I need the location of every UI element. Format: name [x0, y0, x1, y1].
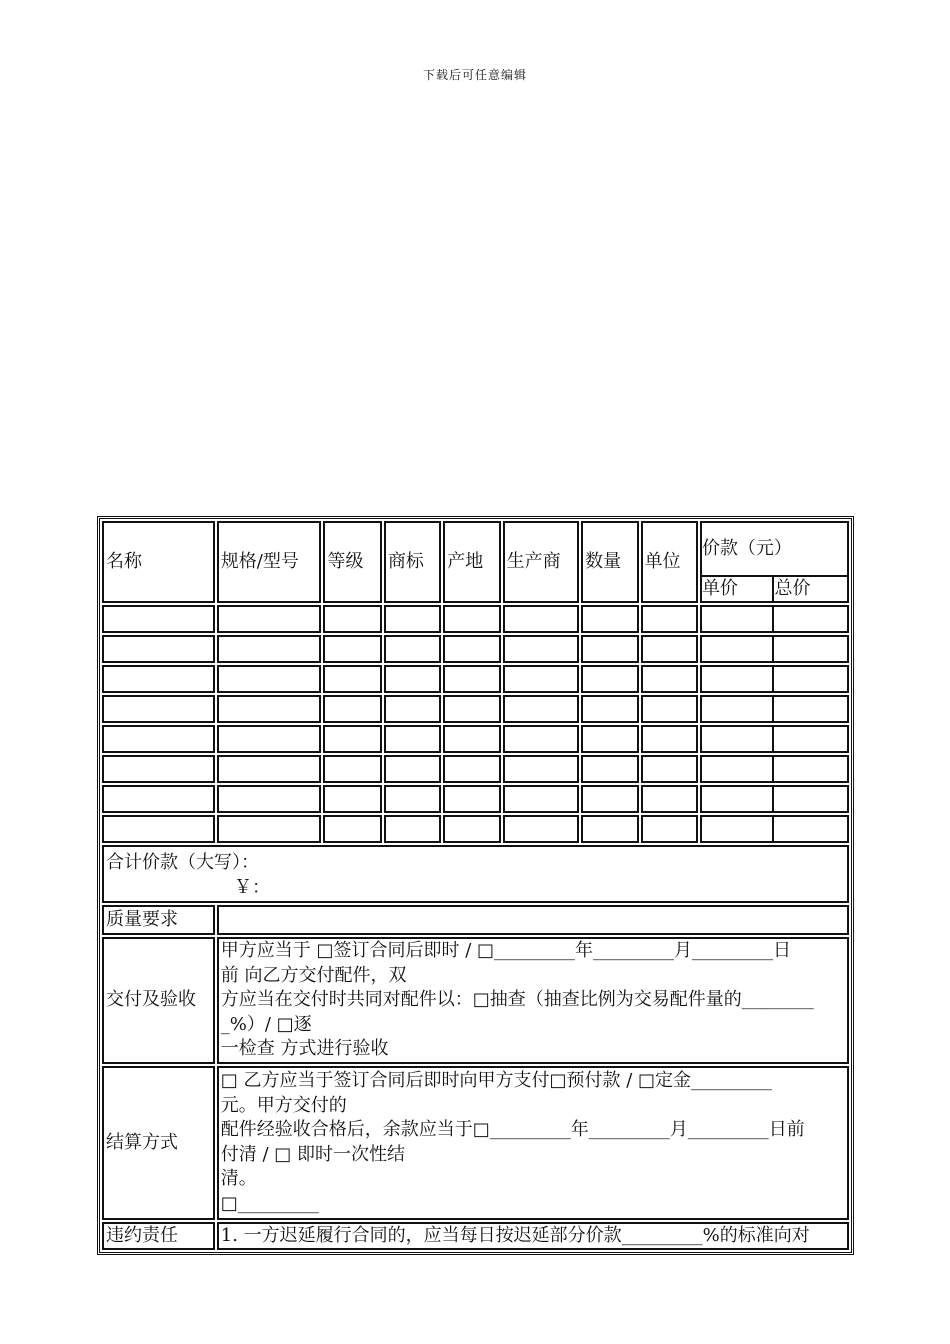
price-subtable: [702, 523, 847, 601]
breach-row: [102, 1222, 849, 1250]
cell[interactable]: [384, 755, 441, 783]
settlement-content[interactable]: [217, 1066, 849, 1220]
delivery-content[interactable]: [217, 937, 849, 1064]
total-label: 合计价款（大写）：: [106, 852, 259, 873]
cell[interactable]: [503, 695, 580, 723]
table-row: [102, 665, 849, 693]
price-cells: [700, 755, 849, 783]
price-cells: [700, 605, 849, 633]
settlement-label: 结算方式: [102, 1066, 215, 1220]
cell[interactable]: [102, 815, 215, 843]
cell[interactable]: [384, 665, 441, 693]
cell[interactable]: [774, 637, 847, 661]
total-price-cell[interactable]: [102, 845, 849, 903]
cell[interactable]: [581, 635, 638, 663]
header-note: 下载后可任意编辑: [422, 68, 527, 82]
cell[interactable]: [503, 665, 580, 693]
cell[interactable]: [702, 727, 775, 751]
delivery-line: 甲方应当于 □签订合同后即时 / □_________年_________月_________日: [220, 940, 792, 961]
total-row: [102, 845, 849, 903]
cell[interactable]: [102, 695, 215, 723]
cell[interactable]: [581, 695, 638, 723]
col-grade: 等级: [323, 521, 381, 603]
settlement-line: □ 乙方应当于签订合同后即时向甲方支付□预付款 / □定金_________: [220, 1070, 773, 1091]
quality-label: 质量要求: [102, 905, 215, 935]
header-row: [102, 521, 849, 603]
cell[interactable]: [384, 785, 441, 813]
cell[interactable]: [702, 607, 775, 631]
cell[interactable]: [641, 695, 698, 723]
cell[interactable]: [443, 755, 500, 783]
cell[interactable]: [217, 665, 322, 693]
settlement-line: 元。甲方交付的: [220, 1094, 347, 1116]
cell[interactable]: [443, 815, 500, 843]
col-unit-price: 单价: [702, 577, 775, 601]
cell[interactable]: [323, 755, 381, 783]
delivery-line: 方应当在交付时共同对配件以：□抽查（抽查比例为交易配件量的________: [220, 989, 814, 1010]
cell[interactable]: [443, 725, 500, 753]
cell[interactable]: [503, 605, 580, 633]
col-name: 名称: [102, 521, 215, 603]
cell[interactable]: [217, 815, 322, 843]
settlement-row: [102, 1066, 849, 1220]
cell[interactable]: [581, 605, 638, 633]
cell[interactable]: [702, 697, 775, 721]
cell[interactable]: [774, 817, 847, 841]
cell[interactable]: [384, 635, 441, 663]
cell[interactable]: [323, 725, 381, 753]
cell[interactable]: [217, 605, 322, 633]
col-origin: 产地: [443, 521, 500, 603]
cell[interactable]: [702, 667, 775, 691]
delivery-row: [102, 937, 849, 1064]
cell[interactable]: [323, 785, 381, 813]
delivery-line: 前 向乙方交付配件，双: [220, 964, 407, 986]
table-row: [102, 695, 849, 723]
settlement-line: □_________: [220, 1192, 319, 1214]
delivery-line: _%）/ □逐: [220, 1013, 312, 1035]
parts-contract-table: [97, 516, 854, 1255]
cell[interactable]: [503, 755, 580, 783]
cell[interactable]: [217, 635, 322, 663]
cell[interactable]: [443, 665, 500, 693]
price-cells: [700, 695, 849, 723]
col-spec-model: 规格/型号: [217, 521, 322, 603]
cell[interactable]: [443, 605, 500, 633]
cell[interactable]: [702, 637, 775, 661]
cell[interactable]: [102, 725, 215, 753]
cell[interactable]: [443, 635, 500, 663]
delivery-label: 交付及验收: [102, 937, 215, 1064]
cell[interactable]: [384, 815, 441, 843]
price-cells: [700, 785, 849, 813]
cell[interactable]: [641, 665, 698, 693]
col-price: 价款（元）: [702, 523, 847, 577]
cell[interactable]: [702, 817, 775, 841]
settlement-line: 清。: [220, 1168, 257, 1189]
cell[interactable]: [503, 815, 580, 843]
cell[interactable]: [581, 785, 638, 813]
col-unit: 单位: [641, 521, 698, 603]
cell[interactable]: [641, 785, 698, 813]
cell[interactable]: [581, 665, 638, 693]
cell[interactable]: [384, 695, 441, 723]
quality-row: [102, 905, 849, 935]
cell[interactable]: [217, 785, 322, 813]
cell[interactable]: [641, 815, 698, 843]
total-yen: ￥：: [234, 876, 270, 898]
cell[interactable]: [581, 755, 638, 783]
cell[interactable]: [323, 605, 381, 633]
quality-value[interactable]: [217, 905, 849, 935]
col-total-price: 总价: [774, 578, 811, 599]
cell[interactable]: [503, 635, 580, 663]
cell[interactable]: [774, 607, 847, 631]
cell[interactable]: [217, 755, 322, 783]
table-row: [102, 605, 849, 633]
breach-label: 违约责任: [102, 1222, 215, 1250]
table-row: [102, 755, 849, 783]
price-cells: [700, 635, 849, 663]
delivery-line: 一检查 方式进行验收: [220, 1038, 389, 1059]
cell[interactable]: [102, 785, 215, 813]
cell[interactable]: [323, 635, 381, 663]
cell[interactable]: [702, 757, 775, 781]
cell[interactable]: [641, 725, 698, 753]
col-brand: 商标: [384, 521, 441, 603]
table-row: [102, 635, 849, 663]
cell[interactable]: [774, 727, 847, 751]
cell[interactable]: [641, 635, 698, 663]
cell[interactable]: [581, 815, 638, 843]
cell[interactable]: [503, 785, 580, 813]
cell[interactable]: [774, 667, 847, 691]
settlement-line: 配件经验收合格后，余款应当于□_________年_________月_________日前: [220, 1119, 805, 1140]
cell[interactable]: [774, 787, 847, 811]
cell[interactable]: [581, 725, 638, 753]
cell[interactable]: [774, 757, 847, 781]
cell[interactable]: [323, 695, 381, 723]
table-row: [102, 785, 849, 813]
cell[interactable]: [323, 815, 381, 843]
table-row: [102, 725, 849, 753]
col-quantity: 数量: [581, 521, 638, 603]
cell[interactable]: [443, 785, 500, 813]
price-cells: [700, 665, 849, 693]
settlement-line: 付清 / □ 即时一次性结: [220, 1143, 406, 1165]
cell[interactable]: [384, 725, 441, 753]
cell[interactable]: [102, 665, 215, 693]
cell[interactable]: [102, 635, 215, 663]
col-manufacturer: 生产商: [503, 521, 580, 603]
table-row: [102, 815, 849, 843]
cell[interactable]: [503, 725, 580, 753]
cell[interactable]: [217, 725, 322, 753]
cell[interactable]: [102, 755, 215, 783]
breach-content[interactable]: 1. 一方迟延履行合同的，应当每日按迟延部分价款_________%的标准向对: [217, 1222, 849, 1250]
cell[interactable]: [641, 755, 698, 783]
cell[interactable]: [443, 695, 500, 723]
col-price-group: [700, 521, 849, 603]
cell[interactable]: [641, 605, 698, 633]
price-cells: [700, 725, 849, 753]
cell[interactable]: [217, 695, 322, 723]
cell[interactable]: [102, 605, 215, 633]
cell[interactable]: [774, 697, 847, 721]
cell[interactable]: [323, 665, 381, 693]
cell[interactable]: [702, 787, 775, 811]
price-cells: [700, 815, 849, 843]
cell[interactable]: [384, 605, 441, 633]
